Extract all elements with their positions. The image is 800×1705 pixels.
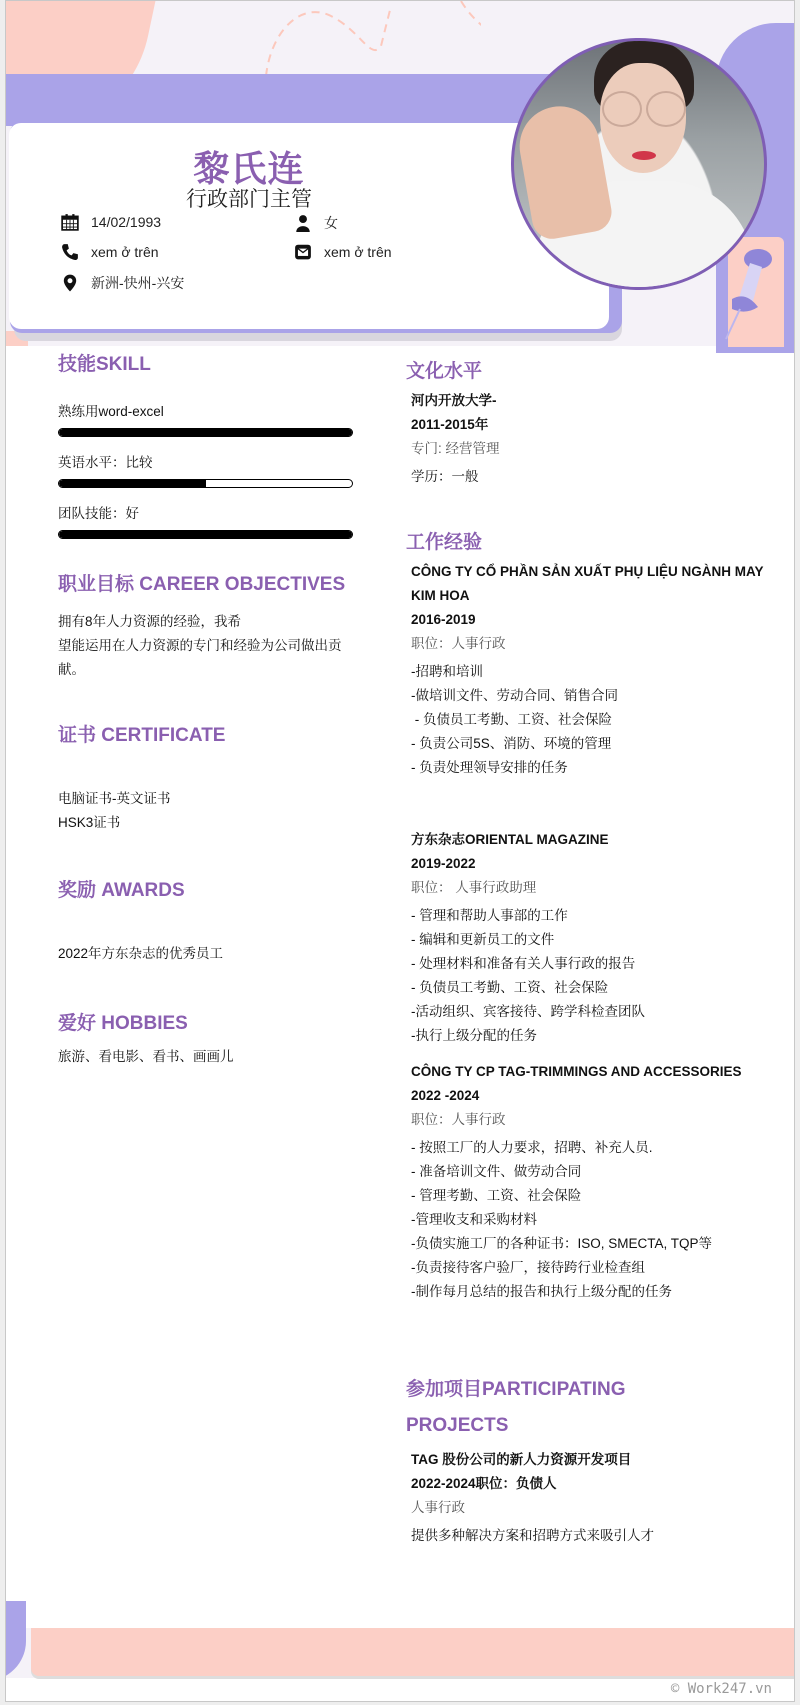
education-school: 河内开放大学-	[411, 393, 497, 408]
job-duty: -管理收支和采购材料	[411, 1212, 537, 1227]
job-duty: -执行上级分配的任务	[411, 1028, 537, 1043]
left-column	[58, 349, 358, 1069]
awards-line: 2022年方东杂志的优秀员工	[58, 946, 224, 961]
job-duty: - 负责处理领导安排的任务	[411, 760, 568, 775]
skill-bar-fill	[59, 480, 206, 487]
job-duty: - 管理和帮助人事部的工作	[411, 908, 568, 923]
gender-value: 女	[324, 215, 338, 231]
job-years: 2016-2019	[411, 612, 476, 627]
skill-bar	[58, 428, 353, 437]
phone-value: xem ở trên	[91, 244, 159, 260]
skill-bar	[58, 479, 353, 488]
awards-title: 奖励 AWARDS	[58, 880, 185, 901]
job-years: 2019-2022	[411, 856, 476, 871]
certificate-line: 电脑证书-英文证书	[58, 791, 171, 806]
objectives-line: 拥有8年人力资源的经验，我希	[58, 614, 242, 629]
hobbies-title: 爱好 HOBBIES	[58, 1013, 188, 1034]
certificate-line: HSK3证书	[58, 815, 121, 830]
project-name: TAG 股份公司的新人力资源开发项目	[411, 1452, 632, 1467]
resume-page	[5, 0, 795, 1702]
skill-bar-fill	[59, 531, 352, 538]
phone-icon	[61, 243, 79, 261]
gender-row	[294, 213, 338, 233]
job-duty: -招聘和培训	[411, 664, 483, 679]
email-value: xem ở trên	[324, 244, 392, 260]
job-duty: - 负责公司5S、消防、环境的管理	[411, 736, 612, 751]
skill-label: 团队技能：好	[58, 506, 139, 521]
footer-peach-band	[31, 1628, 795, 1676]
skills-title: 技能SKILL	[58, 354, 151, 375]
job-position: 职位： 人事行政助理	[411, 880, 537, 895]
phone-row	[61, 243, 159, 261]
envelope-icon	[294, 243, 312, 261]
skill-label: 熟练用word-excel	[58, 404, 164, 419]
candidate-name: 黎氏连	[193, 148, 305, 189]
project-dept: 人事行政	[411, 1500, 465, 1515]
dashed-curve-decoration	[261, 1, 481, 81]
right-column	[406, 356, 766, 1548]
job-company: CÔNG TY CỔ PHẦN SẢN XUẤT PHỤ LIỆU NGÀNH MAY KIM HOA	[411, 564, 764, 603]
user-icon	[294, 214, 312, 232]
job-duty: -活动组织、宾客接待、跨学科检查团队	[411, 1004, 645, 1019]
address-value: 新洲-快州-兴安	[91, 275, 185, 291]
job-company: 方东杂志ORIENTAL MAGAZINE	[411, 832, 609, 847]
job-entry	[406, 560, 766, 780]
job-entry	[406, 1060, 766, 1304]
education-years: 2011-2015年	[411, 417, 489, 432]
job-duty: -负责接待客户验厂，接待跨行业检查组	[411, 1260, 645, 1275]
calendar-icon	[61, 213, 79, 231]
photo-glasses-right	[646, 91, 686, 127]
birthdate-row	[61, 213, 161, 231]
job-duty: -做培训文件、劳动合同、销售合同	[411, 688, 618, 703]
education-title: 文化水平	[406, 361, 483, 382]
job-duty: - 按照工厂的人力要求，招聘、补充人员.	[411, 1140, 653, 1155]
job-duty: - 管理考勤、工资、社会保险	[411, 1188, 582, 1203]
objectives-line: 望能运用在人力资源的专门和经验为公司做出贡献。	[58, 638, 342, 677]
project-desc: 提供多种解决方案和招聘方式来吸引人才	[411, 1528, 654, 1543]
job-position: 职位：人事行政	[411, 636, 506, 651]
job-duty: - 处理材料和准备有关人事行政的报告	[411, 956, 636, 971]
skill-label: 英语水平：比较	[58, 455, 153, 470]
experience-title: 工作经验	[406, 532, 483, 553]
job-duty: - 编辑和更新员工的文件	[411, 932, 555, 947]
job-entry	[406, 828, 766, 1048]
job-title: 行政部门主管	[186, 188, 312, 211]
address-row	[61, 273, 184, 293]
certificate-title: 证书 CERTIFICATE	[58, 725, 226, 746]
projects-title: PROJECTS	[406, 1415, 509, 1436]
job-duty: - 负债员工考勤、工资、社会保险	[411, 712, 612, 727]
objectives-title: 职业目标 CAREER OBJECTIVES	[58, 574, 346, 595]
job-company: CÔNG TY CP TAG-TRIMMINGS AND ACCESSORIES	[411, 1064, 742, 1079]
pushpin-icon	[718, 241, 778, 341]
email-row	[294, 243, 392, 261]
skill-bar	[58, 530, 353, 539]
map-marker-icon	[61, 274, 79, 292]
job-position: 职位：人事行政	[411, 1112, 506, 1127]
job-duty: - 负债员工考勤、工资、社会保险	[411, 980, 609, 995]
projects-title: 参加项目PARTICIPATING	[406, 1379, 626, 1400]
job-duty: - 准备培训文件、做劳动合同	[411, 1164, 582, 1179]
photo-glasses-left	[602, 91, 642, 127]
projects-section	[406, 1372, 766, 1548]
education-major: 专门: 经营管理	[411, 441, 500, 456]
education-degree: 学历：一般	[411, 469, 479, 484]
project-years-role: 2022-2024职位：负债人	[411, 1476, 557, 1491]
watermark: © Work247.vn	[670, 1681, 772, 1697]
photo-lips	[632, 151, 656, 160]
hobbies-line: 旅游、看电影、看书、画画儿	[58, 1049, 234, 1064]
job-duty: -负债实施工厂的各种证书：ISO, SMECTA, TQP等	[411, 1236, 713, 1251]
skill-bar-fill	[59, 429, 352, 436]
job-duty: -制作每月总结的报告和执行上级分配的任务	[411, 1284, 672, 1299]
birthdate-value: 14/02/1993	[91, 214, 162, 230]
job-years: 2022 -2024	[411, 1088, 480, 1103]
